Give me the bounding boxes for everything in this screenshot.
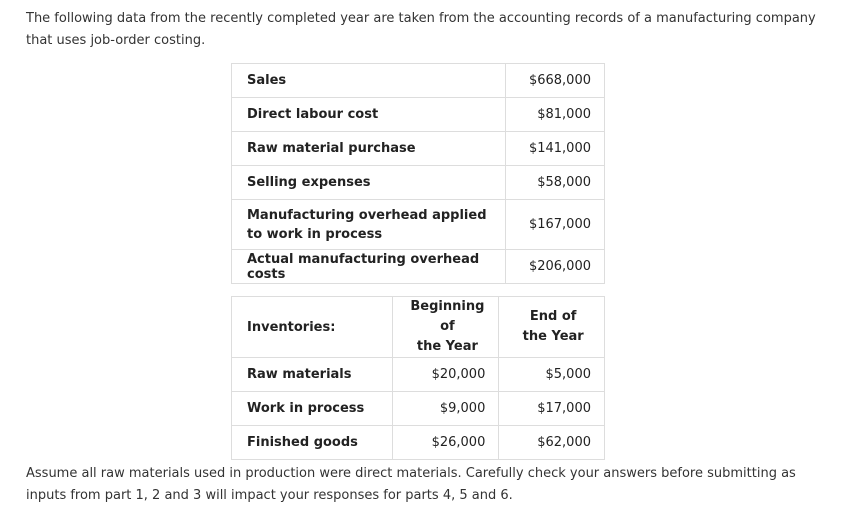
- row-value-overhead-applied: $167,000: [506, 200, 605, 250]
- row-value-sales: $668,000: [506, 64, 605, 98]
- inventory-beginning-raw-materials: $20,000: [393, 358, 499, 392]
- table-row: [232, 98, 605, 132]
- header-line: Beginning of: [410, 299, 485, 334]
- inventory-end-work-in-process: $17,000: [499, 392, 605, 426]
- row-value-raw-material-purchase: $141,000: [506, 132, 605, 166]
- table-row: [232, 426, 605, 460]
- row-label-actual-overhead: Actual manufacturing overhead costs: [232, 250, 506, 284]
- table-row: [232, 250, 605, 284]
- header-line: End of: [529, 309, 577, 324]
- row-label-overhead-applied: [232, 200, 506, 250]
- column-header-beginning: [393, 297, 499, 358]
- inventory-label-work-in-process: Work in process: [232, 392, 393, 426]
- row-value-actual-overhead: $206,000: [506, 250, 605, 284]
- table-row: [232, 166, 605, 200]
- inventories-heading: Inventories:: [232, 297, 393, 358]
- inventory-table: [231, 296, 605, 460]
- row-value-selling-expenses: $58,000: [506, 166, 605, 200]
- row-label-direct-labour: Direct labour cost: [232, 98, 506, 132]
- instructions-paragraph: Assume all raw materials used in production were direct materials. Carefully check your answers before submitting as inputs from part 1, 2 and 3 will impact your responses for parts 4, 5 and 6.: [26, 466, 796, 503]
- summary-table: [231, 63, 605, 284]
- inventory-end-finished-goods: $62,000: [499, 426, 605, 460]
- header-line: the Year: [522, 329, 584, 344]
- row-label-raw-material-purchase: Raw material purchase: [232, 132, 506, 166]
- row-label-line: Manufacturing overhead applied: [247, 207, 487, 223]
- intro-paragraph: The following data from the recently completed year are taken from the accounting records of a manufacturing company that uses job-order costing.: [26, 11, 816, 48]
- row-value-direct-labour: $81,000: [506, 98, 605, 132]
- row-label-selling-expenses: Selling expenses: [232, 166, 506, 200]
- inventory-label-finished-goods: Finished goods: [232, 426, 393, 460]
- inventory-end-raw-materials: $5,000: [499, 358, 605, 392]
- inventory-beginning-work-in-process: $9,000: [393, 392, 499, 426]
- table-row: [232, 64, 605, 98]
- column-header-end: [499, 297, 605, 358]
- table-header-row: [232, 297, 605, 358]
- row-label-line: to work in process: [247, 226, 383, 242]
- table-row: [232, 200, 605, 250]
- row-label-sales: Sales: [232, 64, 506, 98]
- inventory-beginning-finished-goods: $26,000: [393, 426, 499, 460]
- table-row: [232, 132, 605, 166]
- inventory-label-raw-materials: Raw materials: [232, 358, 393, 392]
- table-row: [232, 358, 605, 392]
- table-row: [232, 392, 605, 426]
- header-line: the Year: [416, 339, 478, 354]
